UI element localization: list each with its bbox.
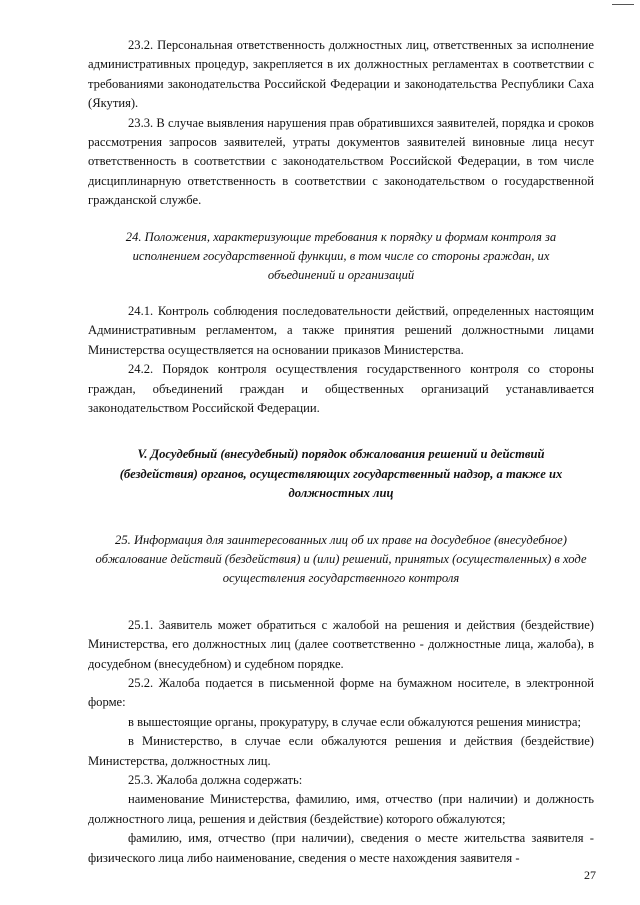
paragraph-25-2: 25.2. Жалоба подается в письменной форме на бумажном носителе, в электронной форме: [88,675,594,710]
paragraph-25-3-b: фамилию, имя, отчество (при наличии), сведения о месте жительства заявителя - физического лица либо наименование, сведения о месте нахождения заявителя - [88,831,594,865]
paragraph-25-3: 25.3. Жалоба должна содержать: [128,773,303,787]
chapter-heading-v: V. Досудебный (внесудебный) порядок обжалования решений и действий (бездействия) органов, осуществляющих государственный надзор, а также их должностных лиц [119,447,563,501]
section-heading-25: 25. Информация для заинтересованных лиц об их праве на досудебное (внесудебное) обжалование действий (бездействия) и (или) решений, принятых (осуществленных) в ходе осуществления государственного контроля [95,532,587,586]
paragraph-24-2: 24.2. Порядок контроля осуществления государственного контроля со стороны граждан, объединений граждан и общественных организаций устанавливается законодательством Российской Федерации. [88,362,594,415]
paragraph-23-2: 23.2. Персональная ответственность должностных лиц, ответственных за исполнение административных процедур, закрепляется в их должностных регламентах в соответствии с требованиями законодательства Российской Федерации и законодательства Республики Саха (Якутия). [88,38,594,111]
paragraph-24-1: 24.1. Контроль соблюдения последовательности действий, определенных настоящим Административным регламентом, а также принятия решений должностными лицами Министерства осуществляется на основании приказов Министерства. [88,303,594,357]
scan-mark [612,4,634,5]
paragraph-25-2-b: в Министерство, в случае если обжалуются решения и действия (бездействие) Министерства, должностных лиц. [88,734,594,768]
page-number: 27 [584,868,596,882]
paragraph-23-3: 23.3. В случае выявления нарушения прав обратившихся заявителей, порядка и сроков рассмотрения запросов заявителей, утраты документов заявителей виновные лица несут ответственность в соответствии с законодательством Российской Федерации, в том числе дисциплинарную ответственность в соответствии с законодательством о государственной гражданской службе. [88,115,594,208]
paragraph-25-1: 25.1. Заявитель может обратиться с жалобой на решения и действия (бездействие) Министерства, его должностных лиц (далее соответственно - должностные лица, жалоба), в досудебном (внесудебном) и судебном порядке. [88,617,594,671]
paragraph-25-2-a: в вышестоящие органы, прокуратуру, в случае если обжалуются решения министра; [128,714,581,729]
paragraph-25-3-a: наименование Министерства, фамилию, имя, отчество (при наличии) и должность должностного лица, решения и действия (бездействие) которого обжалуются; [88,792,594,826]
section-heading-24: 24. Положения, характеризующие требования к порядку и формам контроля за исполнением государственной функции, в том числе со стороны граждан, их объединений и организаций [125,229,557,283]
